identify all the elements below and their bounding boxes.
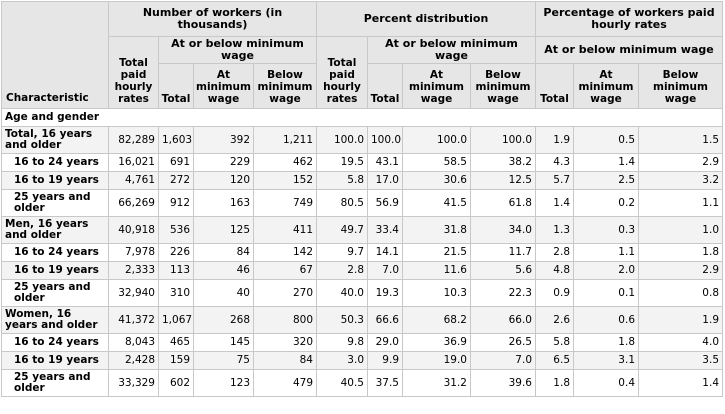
table-cell: 56.9 <box>368 190 403 217</box>
col-at-minimum-3: At minimum wage <box>574 64 639 109</box>
table-row <box>2 280 723 307</box>
table-body <box>2 109 723 397</box>
table-cell: 38.2 <box>471 154 536 172</box>
table-cell: 32,940 <box>109 280 159 307</box>
table-cell: 1.0 <box>639 217 723 244</box>
table-row <box>2 307 723 334</box>
row-label: Men, 16 years and older <box>2 217 109 244</box>
table-cell: 3.0 <box>317 352 368 370</box>
table-row <box>2 370 723 397</box>
table-cell: 0.1 <box>574 280 639 307</box>
table-row <box>2 262 723 280</box>
table-cell: 2.9 <box>639 154 723 172</box>
minimum-wage-table <box>1 1 723 397</box>
table-cell: 0.6 <box>574 307 639 334</box>
row-label: 16 to 19 years <box>2 262 109 280</box>
table-cell: 2.9 <box>639 262 723 280</box>
table-cell: 2,428 <box>109 352 159 370</box>
table-cell: 40.0 <box>317 280 368 307</box>
table-cell: 1,211 <box>254 127 317 154</box>
table-cell: 30.6 <box>403 172 471 190</box>
table-cell: 4.0 <box>639 334 723 352</box>
table-cell: 0.5 <box>574 127 639 154</box>
table-cell: 1.1 <box>574 244 639 262</box>
row-label: Women, 16 years and older <box>2 307 109 334</box>
table-cell: 2.6 <box>536 307 574 334</box>
table-cell: 43.1 <box>368 154 403 172</box>
table-cell: 226 <box>159 244 194 262</box>
col-below-minimum-2: Below minimum wage <box>471 64 536 109</box>
table-cell: 100.0 <box>403 127 471 154</box>
table-row <box>2 217 723 244</box>
table-cell: 3.1 <box>574 352 639 370</box>
table-cell: 4.3 <box>536 154 574 172</box>
table-cell: 462 <box>254 154 317 172</box>
table-cell: 100.0 <box>368 127 403 154</box>
table-cell: 29.0 <box>368 334 403 352</box>
table-cell: 16,021 <box>109 154 159 172</box>
row-label: 25 years and older <box>2 190 109 217</box>
row-label: 25 years and older <box>2 370 109 397</box>
table-cell: 800 <box>254 307 317 334</box>
table-cell: 49.7 <box>317 217 368 244</box>
table-cell: 21.5 <box>403 244 471 262</box>
col-total-1: Total <box>159 64 194 109</box>
table-cell: 50.3 <box>317 307 368 334</box>
table-cell: 0.2 <box>574 190 639 217</box>
table-cell: 31.2 <box>403 370 471 397</box>
table-cell: 41,372 <box>109 307 159 334</box>
table-cell: 229 <box>194 154 254 172</box>
table-cell: 1.3 <box>536 217 574 244</box>
table-cell: 4.8 <box>536 262 574 280</box>
table-row <box>2 190 723 217</box>
table-cell: 10.3 <box>403 280 471 307</box>
table-cell: 37.5 <box>368 370 403 397</box>
table-cell: 749 <box>254 190 317 217</box>
table-cell: 120 <box>194 172 254 190</box>
col-total-paid-hourly-1: Total paid hourly rates <box>109 37 159 109</box>
table-cell: 1.8 <box>574 334 639 352</box>
table-cell: 411 <box>254 217 317 244</box>
table-cell: 84 <box>194 244 254 262</box>
col-total-2: Total <box>368 64 403 109</box>
row-label: 16 to 19 years <box>2 172 109 190</box>
table-cell: 22.3 <box>471 280 536 307</box>
table-cell: 392 <box>194 127 254 154</box>
table-cell: 602 <box>159 370 194 397</box>
table-cell: 5.6 <box>471 262 536 280</box>
table-cell: 1.4 <box>639 370 723 397</box>
row-label: 16 to 24 years <box>2 334 109 352</box>
table-cell: 8,043 <box>109 334 159 352</box>
table-cell: 2.8 <box>536 244 574 262</box>
table-row <box>2 154 723 172</box>
table-cell: 31.8 <box>403 217 471 244</box>
col-below-minimum-3: Below minimum wage <box>639 64 723 109</box>
table-cell: 2.8 <box>317 262 368 280</box>
table-cell: 1.9 <box>536 127 574 154</box>
table-cell: 6.5 <box>536 352 574 370</box>
table-cell: 159 <box>159 352 194 370</box>
table-cell: 66,269 <box>109 190 159 217</box>
table-cell: 270 <box>254 280 317 307</box>
table-cell: 40.5 <box>317 370 368 397</box>
table-cell: 66.0 <box>471 307 536 334</box>
table-cell: 58.5 <box>403 154 471 172</box>
row-label: 25 years and older <box>2 280 109 307</box>
row-label: 16 to 24 years <box>2 244 109 262</box>
table-cell: 1.4 <box>536 190 574 217</box>
table-cell: 691 <box>159 154 194 172</box>
table-cell: 100.0 <box>317 127 368 154</box>
table-cell: 1.5 <box>639 127 723 154</box>
table-cell: 19.5 <box>317 154 368 172</box>
table-cell: 17.0 <box>368 172 403 190</box>
table-row <box>2 244 723 262</box>
table-cell: 9.7 <box>317 244 368 262</box>
table-cell: 26.5 <box>471 334 536 352</box>
table-cell: 536 <box>159 217 194 244</box>
row-label: 16 to 19 years <box>2 352 109 370</box>
table-cell: 0.9 <box>536 280 574 307</box>
table-row <box>2 334 723 352</box>
table-cell: 1.1 <box>639 190 723 217</box>
table-cell: 75 <box>194 352 254 370</box>
table-cell: 1.8 <box>639 244 723 262</box>
table-cell: 1,067 <box>159 307 194 334</box>
table-cell: 19.3 <box>368 280 403 307</box>
section-label: Age and gender <box>2 109 723 127</box>
table-row <box>2 172 723 190</box>
table-cell: 14.1 <box>368 244 403 262</box>
table-cell: 9.9 <box>368 352 403 370</box>
table-cell: 33,329 <box>109 370 159 397</box>
table-cell: 3.2 <box>639 172 723 190</box>
table-cell: 268 <box>194 307 254 334</box>
table-cell: 100.0 <box>471 127 536 154</box>
table-cell: 2.0 <box>574 262 639 280</box>
group-header-percent-distribution: Percent distribution <box>317 2 536 37</box>
characteristic-header: Characteristic <box>2 2 109 109</box>
table-cell: 9.8 <box>317 334 368 352</box>
table-cell: 1,603 <box>159 127 194 154</box>
table-cell: 0.8 <box>639 280 723 307</box>
table-cell: 40 <box>194 280 254 307</box>
table-cell: 2.5 <box>574 172 639 190</box>
table-cell: 41.5 <box>403 190 471 217</box>
table-cell: 46 <box>194 262 254 280</box>
table-cell: 36.9 <box>403 334 471 352</box>
table-cell: 7.0 <box>471 352 536 370</box>
table-cell: 0.4 <box>574 370 639 397</box>
table-cell: 142 <box>254 244 317 262</box>
table-cell: 68.2 <box>403 307 471 334</box>
table-cell: 12.5 <box>471 172 536 190</box>
table-cell: 0.3 <box>574 217 639 244</box>
table-cell: 40,918 <box>109 217 159 244</box>
subheader-at-or-below-1: At or below minimum wage <box>159 37 317 64</box>
table-cell: 465 <box>159 334 194 352</box>
table-cell: 310 <box>159 280 194 307</box>
table-row <box>2 127 723 154</box>
table-cell: 5.7 <box>536 172 574 190</box>
table-cell: 1.8 <box>536 370 574 397</box>
col-total-3: Total <box>536 64 574 109</box>
table-cell: 2,333 <box>109 262 159 280</box>
table-cell: 163 <box>194 190 254 217</box>
row-label: 16 to 24 years <box>2 154 109 172</box>
table-cell: 145 <box>194 334 254 352</box>
table-cell: 152 <box>254 172 317 190</box>
table-cell: 320 <box>254 334 317 352</box>
table-cell: 479 <box>254 370 317 397</box>
table-cell: 113 <box>159 262 194 280</box>
table-cell: 82,289 <box>109 127 159 154</box>
table-cell: 11.7 <box>471 244 536 262</box>
section-row <box>2 109 723 127</box>
col-below-minimum-1: Below minimum wage <box>254 64 317 109</box>
table-cell: 33.4 <box>368 217 403 244</box>
col-at-minimum-2: At minimum wage <box>403 64 471 109</box>
table-cell: 19.0 <box>403 352 471 370</box>
table-cell: 84 <box>254 352 317 370</box>
table-cell: 61.8 <box>471 190 536 217</box>
col-at-minimum-1: At minimum wage <box>194 64 254 109</box>
table-cell: 5.8 <box>317 172 368 190</box>
table-cell: 912 <box>159 190 194 217</box>
table-row <box>2 352 723 370</box>
table-cell: 1.4 <box>574 154 639 172</box>
table-cell: 67 <box>254 262 317 280</box>
table-cell: 7,978 <box>109 244 159 262</box>
table-cell: 1.9 <box>639 307 723 334</box>
table-cell: 272 <box>159 172 194 190</box>
subheader-at-or-below-3: At or below minimum wage <box>536 37 723 64</box>
table-cell: 125 <box>194 217 254 244</box>
table-cell: 4,761 <box>109 172 159 190</box>
table-cell: 7.0 <box>368 262 403 280</box>
table-cell: 5.8 <box>536 334 574 352</box>
group-header-percentage-hourly: Percentage of workers paid hourly rates <box>536 2 723 37</box>
table-cell: 11.6 <box>403 262 471 280</box>
table-cell: 34.0 <box>471 217 536 244</box>
row-label: Total, 16 years and older <box>2 127 109 154</box>
group-header-number-of-workers: Number of workers (in thousands) <box>109 2 317 37</box>
table-cell: 123 <box>194 370 254 397</box>
table-cell: 3.5 <box>639 352 723 370</box>
table-cell: 80.5 <box>317 190 368 217</box>
subheader-at-or-below-2: At or below minimum wage <box>368 37 536 64</box>
table-cell: 66.6 <box>368 307 403 334</box>
col-total-paid-hourly-2: Total paid hourly rates <box>317 37 368 109</box>
table-cell: 39.6 <box>471 370 536 397</box>
